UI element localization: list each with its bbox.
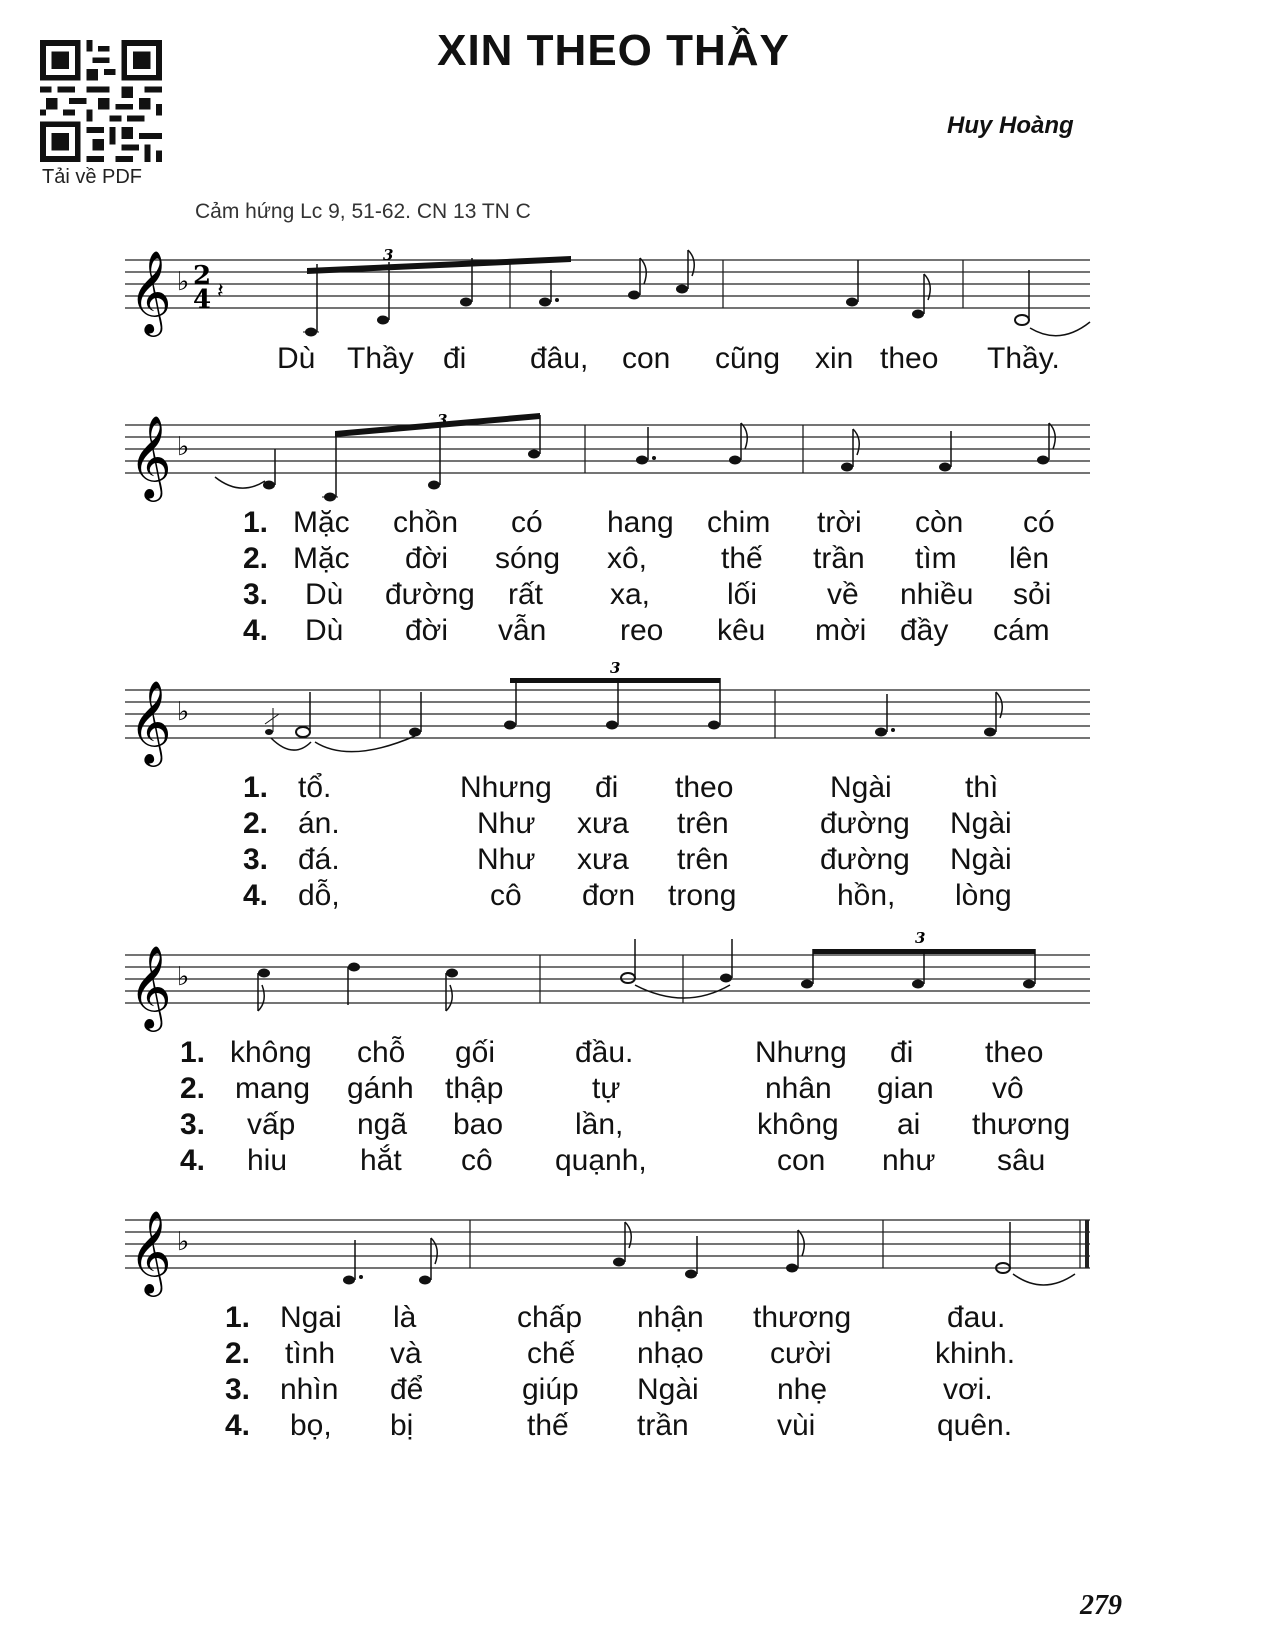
svg-text:3: 3 [437, 411, 448, 429]
svg-text:𝄞: 𝄞 [129, 679, 172, 763]
svg-text:𝄞: 𝄞 [129, 414, 172, 498]
staff-system-1 [125, 240, 1140, 350]
music-staff [125, 659, 1140, 770]
staff-system-4 [125, 929, 1140, 1035]
download-pdf-link[interactable]: Tải về PDF [42, 166, 143, 188]
svg-text:4: 4 [193, 285, 212, 315]
music-staff [125, 1200, 1140, 1300]
staff-system-3 [125, 659, 1140, 770]
music-staff [125, 240, 1140, 350]
svg-text:♭: ♭ [177, 1227, 190, 1257]
music-staff [125, 929, 1140, 1035]
music-staff [125, 405, 1140, 505]
svg-text:♭: ♭ [177, 962, 190, 992]
composer: Huy Hoàng [947, 112, 1074, 139]
svg-text:2: 2 [193, 261, 212, 291]
svg-text:𝄽: 𝄽 [217, 279, 224, 304]
scripture-reference: Cảm hứng Lc 9, 51-62. CN 13 TN C [195, 200, 531, 223]
treble-clef-icon: 𝄞 [129, 249, 172, 333]
svg-text:3: 3 [383, 246, 394, 264]
svg-text:3: 3 [610, 659, 621, 677]
staff-system-5 [125, 1200, 1140, 1300]
svg-text:♭: ♭ [177, 432, 190, 462]
svg-text:♭: ♭ [177, 697, 190, 727]
song-title: XIN THEO THẦY [437, 26, 790, 75]
staff-system-2 [125, 405, 1140, 505]
svg-text:𝄞: 𝄞 [129, 1209, 172, 1293]
page-number: 279 [1080, 1590, 1122, 1621]
svg-text:𝄞: 𝄞 [129, 944, 172, 1028]
svg-text:3: 3 [915, 929, 926, 947]
svg-text:♭: ♭ [177, 267, 190, 297]
